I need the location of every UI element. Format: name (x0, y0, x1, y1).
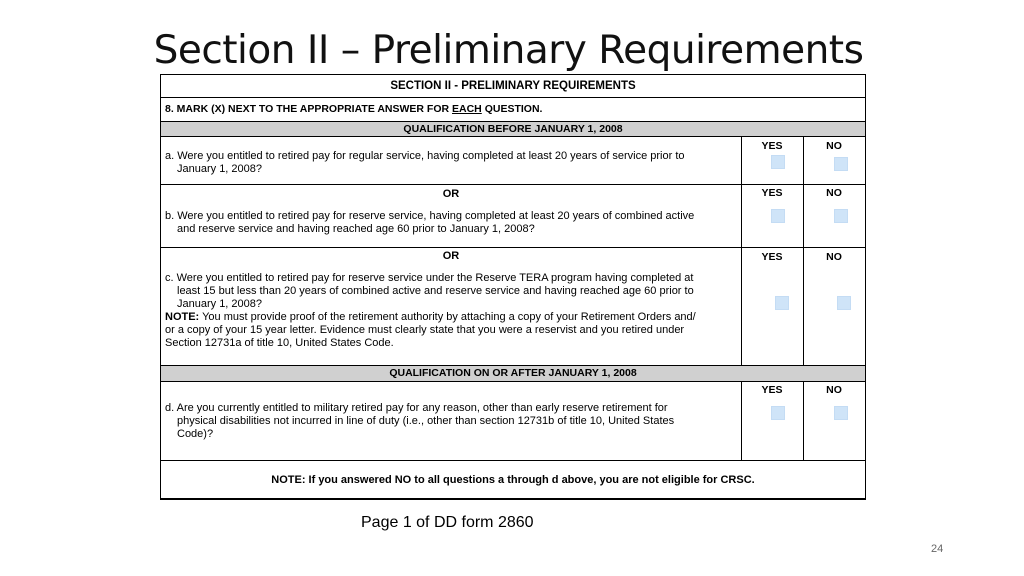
band-before-2008: QUALIFICATION BEFORE JANUARY 1, 2008 (161, 122, 865, 137)
or-label: OR (442, 188, 460, 200)
dd-form-2860-section-ii (160, 74, 866, 500)
question-c-line2: least 15 but less than 20 years of combined active and reserve service and having reached age 60 prior to (177, 285, 694, 297)
or-label: OR (442, 250, 460, 262)
slide-caption: Page 1 of DD form 2860 (361, 514, 534, 531)
question-c-text (165, 272, 696, 350)
question-a-yes-checkbox[interactable] (771, 155, 785, 169)
question-c-line3: January 1, 2008? (177, 298, 263, 310)
col-divider (741, 248, 742, 365)
no-label: NO (826, 251, 842, 263)
question-b-no-checkbox[interactable] (834, 209, 848, 223)
question-c-line1: c. Were you entitled to retired pay for reserve service under the Reserve TERA program having completed at (165, 272, 694, 284)
question-b-yes-checkbox[interactable] (771, 209, 785, 223)
note-label: NOTE: (165, 311, 200, 323)
question-d-yes-checkbox[interactable] (771, 406, 785, 420)
question-b-row (161, 185, 865, 248)
no-label: NO (826, 187, 842, 199)
yes-label: YES (761, 251, 783, 263)
question-d-row (161, 382, 865, 461)
question-c-note-line3: Section 12731a of title 10, United States Code. (165, 337, 394, 349)
instruction-suffix: QUESTION. (481, 103, 543, 115)
yes-label: YES (761, 384, 783, 396)
instruction-prefix: 8. MARK (X) NEXT TO THE APPROPRIATE ANSWER FOR (165, 103, 453, 115)
footer-note: NOTE: If you answered NO to all questions a through d above, you are not eligible for CRSC. (271, 474, 755, 486)
question-d-line2: physical disabilities not incurred in line of duty (i.e., other than section 12731b of title 10, United States (177, 415, 675, 427)
no-label: NO (826, 140, 842, 152)
section-header: SECTION II - PRELIMINARY REQUIREMENTS (161, 75, 865, 98)
question-b-text (165, 210, 694, 236)
question-c-note-line1: You must provide proof of the retirement authority by attaching a copy of your Retirement Orders and/ (199, 311, 696, 323)
question-d-line1: d. Are you currently entitled to military retired pay for any reason, other than early reserve retirement for (165, 402, 668, 414)
yes-label: YES (761, 140, 783, 152)
question-a-text (165, 150, 685, 176)
question-c-note (165, 311, 696, 324)
instruction-emphasis: EACH (452, 103, 482, 115)
question-c-row (161, 248, 865, 366)
page-number: 24 (931, 543, 944, 555)
question-b-line1: b. Were you entitled to retired pay for reserve service, having completed at least 20 years of combined active (165, 210, 695, 222)
col-divider (803, 248, 804, 365)
question-c-note-line2: or a copy of your 15 year letter. Evidence must clearly state that you were a reservist and you retired under (165, 324, 685, 336)
question-d-no-checkbox[interactable] (834, 406, 848, 420)
yes-label: YES (761, 187, 783, 199)
question-c-yes-checkbox[interactable] (775, 296, 789, 310)
band-after-2008: QUALIFICATION ON OR AFTER JANUARY 1, 2008 (161, 366, 865, 382)
question-a-no-checkbox[interactable] (834, 157, 848, 171)
question-c-no-checkbox[interactable] (837, 296, 851, 310)
instruction-text (165, 103, 542, 116)
question-d-line3: Code)? (177, 428, 214, 440)
question-a-line1: a. Were you entitled to retired pay for regular service, having completed at least 20 years of service prior to (165, 150, 685, 162)
question-d-text (165, 402, 674, 441)
instruction-row (161, 98, 865, 122)
no-label: NO (826, 384, 842, 396)
question-a-row (161, 137, 865, 185)
question-a-line2: January 1, 2008? (177, 163, 263, 175)
question-b-line2: and reserve service and having reached age 60 prior to January 1, 2008? (177, 223, 535, 235)
slide-title: Section II – Preliminary Requirements (153, 28, 864, 73)
